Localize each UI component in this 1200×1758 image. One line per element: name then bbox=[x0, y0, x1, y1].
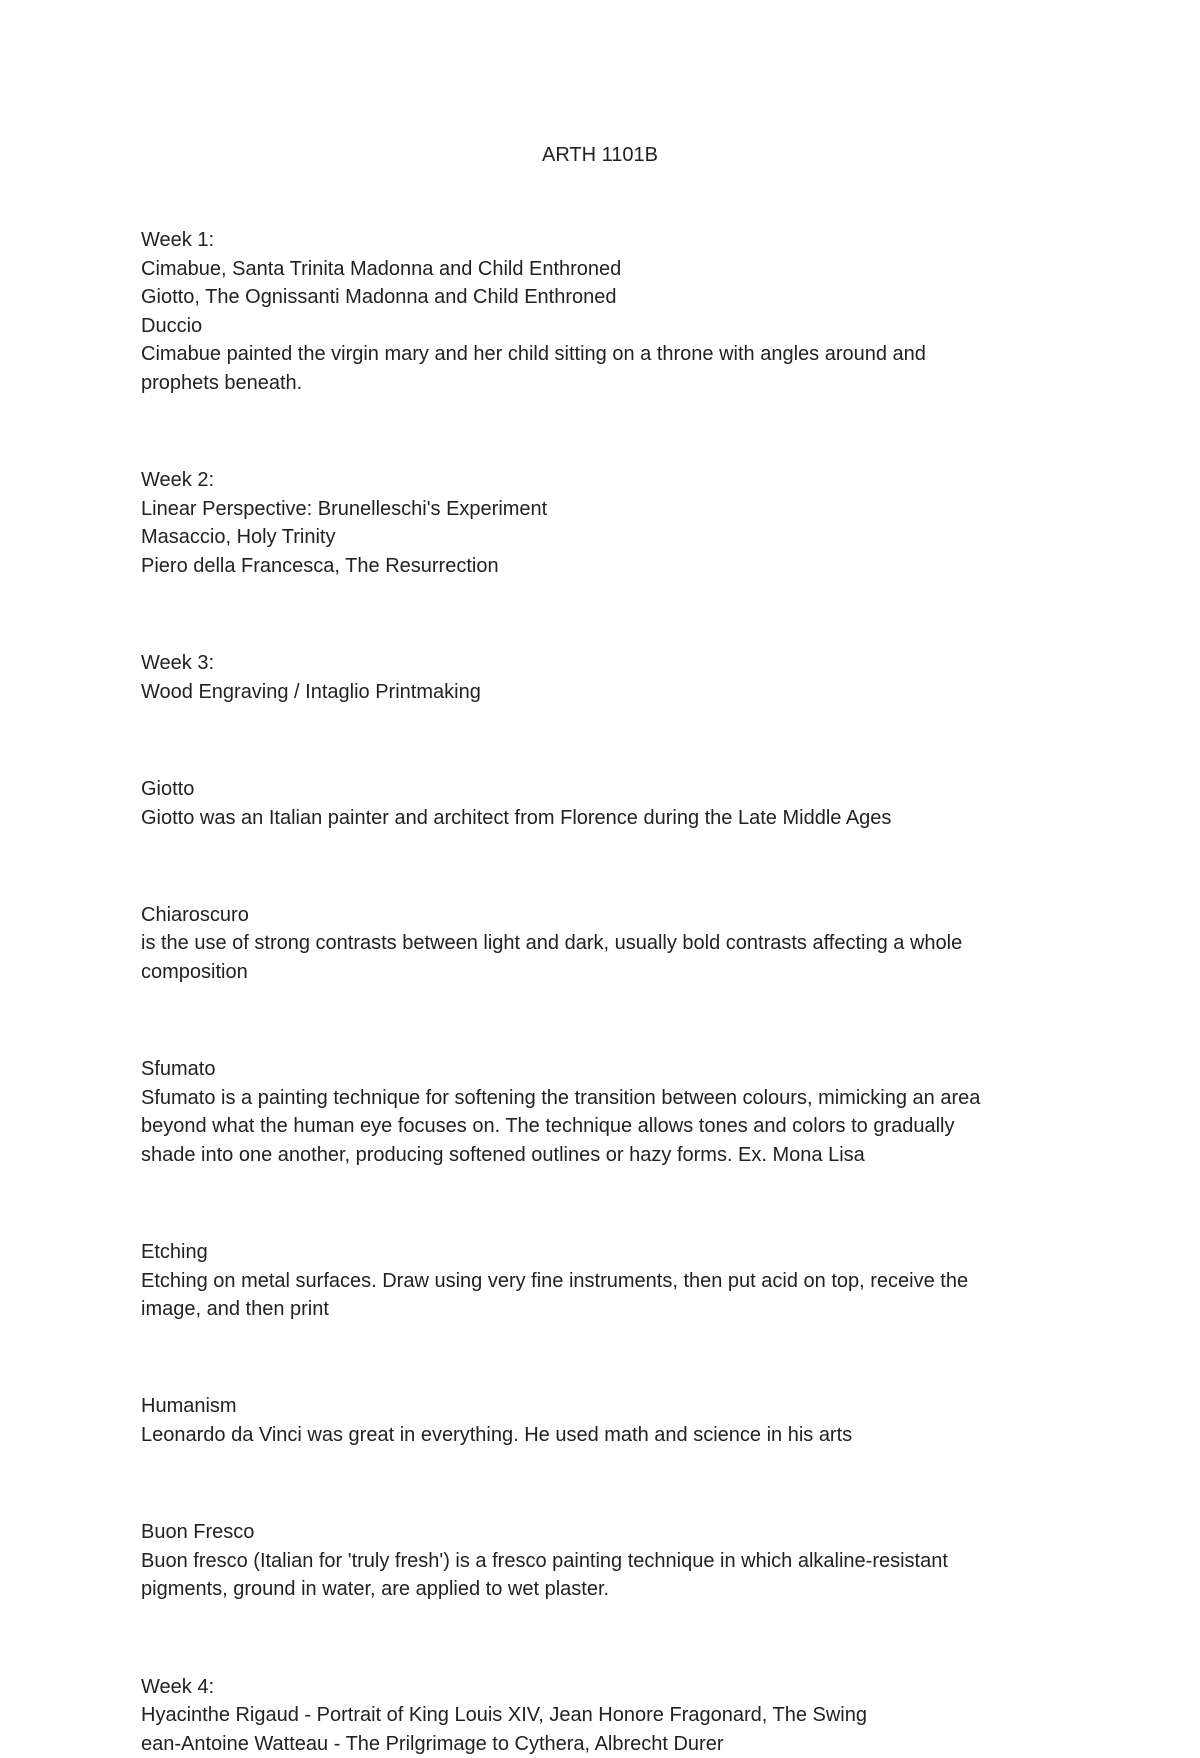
text-line: Wood Engraving / Intaglio Printmaking bbox=[141, 680, 481, 703]
text-line: Sfumato is a painting technique for softening the transition between colours, mimicking an area bbox=[141, 1086, 981, 1109]
text-line: Giotto, The Ognissanti Madonna and Child Enthroned bbox=[141, 286, 617, 309]
blank-line bbox=[141, 852, 1041, 881]
text-line: Etching on metal surfaces. Draw using very fine instruments, then put acid on top, receive the bbox=[141, 1269, 969, 1292]
text-line: shade into one another, producing softened outlines or hazy forms. Ex. Mona Lisa bbox=[141, 1143, 865, 1166]
blank-line bbox=[141, 1344, 1041, 1373]
text-line: image, and then print bbox=[141, 1298, 329, 1321]
text-line: Piero della Francesca, The Resurrection bbox=[141, 554, 499, 577]
text-line: beyond what the human eye focuses on. The technique allows tones and colors to gradually bbox=[141, 1115, 955, 1138]
text-line: Chiaroscuro bbox=[141, 903, 249, 926]
text-line: Leonardo da Vinci was great in everything. He used math and science in his arts bbox=[141, 1424, 853, 1446]
text-line: Giotto was an Italian painter and architect from Florence during the Late Middle Ages bbox=[141, 806, 892, 829]
text-line: Giotto bbox=[141, 777, 195, 800]
text-line: Week 1: bbox=[141, 229, 214, 251]
text-line: Week 3: bbox=[141, 652, 214, 675]
document-title: ARTH 1101B bbox=[542, 144, 658, 166]
text-line: Linear Perspective: Brunelleschi's Experiment bbox=[141, 497, 548, 520]
text-line: is the use of strong contrasts between light and dark, usually bold contrasts affecting a whole bbox=[141, 932, 963, 955]
text-line: Etching bbox=[141, 1241, 208, 1264]
text-line: Buon Fresco bbox=[141, 1521, 255, 1544]
text-line: Hyacinthe Rigaud - Portrait of King Louis XIV, Jean Honore Fragonard, The Swing bbox=[141, 1704, 867, 1727]
text-line: Cimabue, Santa Trinita Madonna and Child Enthroned bbox=[141, 257, 622, 280]
text-line: Humanism bbox=[141, 1395, 237, 1418]
blank-line bbox=[141, 1470, 1041, 1499]
blank-line bbox=[141, 1624, 1041, 1653]
text-line: Buon fresco (Italian for 'truly fresh') is a fresco painting technique in which alkaline-resistant bbox=[141, 1549, 948, 1572]
blank-line bbox=[141, 1006, 1041, 1035]
text-line: ean-Antoine Watteau - The Prilgrimage to Cythera, Albrecht Durer bbox=[141, 1732, 724, 1755]
blank-line bbox=[141, 418, 1041, 447]
text-line: pigments, ground in water, are applied to wet plaster. bbox=[141, 1578, 610, 1601]
blank-line bbox=[141, 726, 1041, 755]
text-line: prophets beneath. bbox=[141, 371, 303, 394]
document-body bbox=[141, 226, 1041, 1758]
text-line: Duccio bbox=[141, 314, 203, 337]
text-line: Cimabue painted the virgin mary and her child sitting on a throne with angles around and bbox=[141, 343, 926, 366]
blank-line bbox=[141, 601, 1041, 630]
text-line: Week 2: bbox=[141, 469, 214, 492]
text-line: Sfumato bbox=[141, 1058, 216, 1081]
text-line: Masaccio, Holy Trinity bbox=[141, 526, 336, 549]
text-line: Week 4: bbox=[141, 1675, 214, 1698]
blank-line bbox=[141, 1189, 1041, 1218]
text-line: composition bbox=[141, 960, 248, 983]
